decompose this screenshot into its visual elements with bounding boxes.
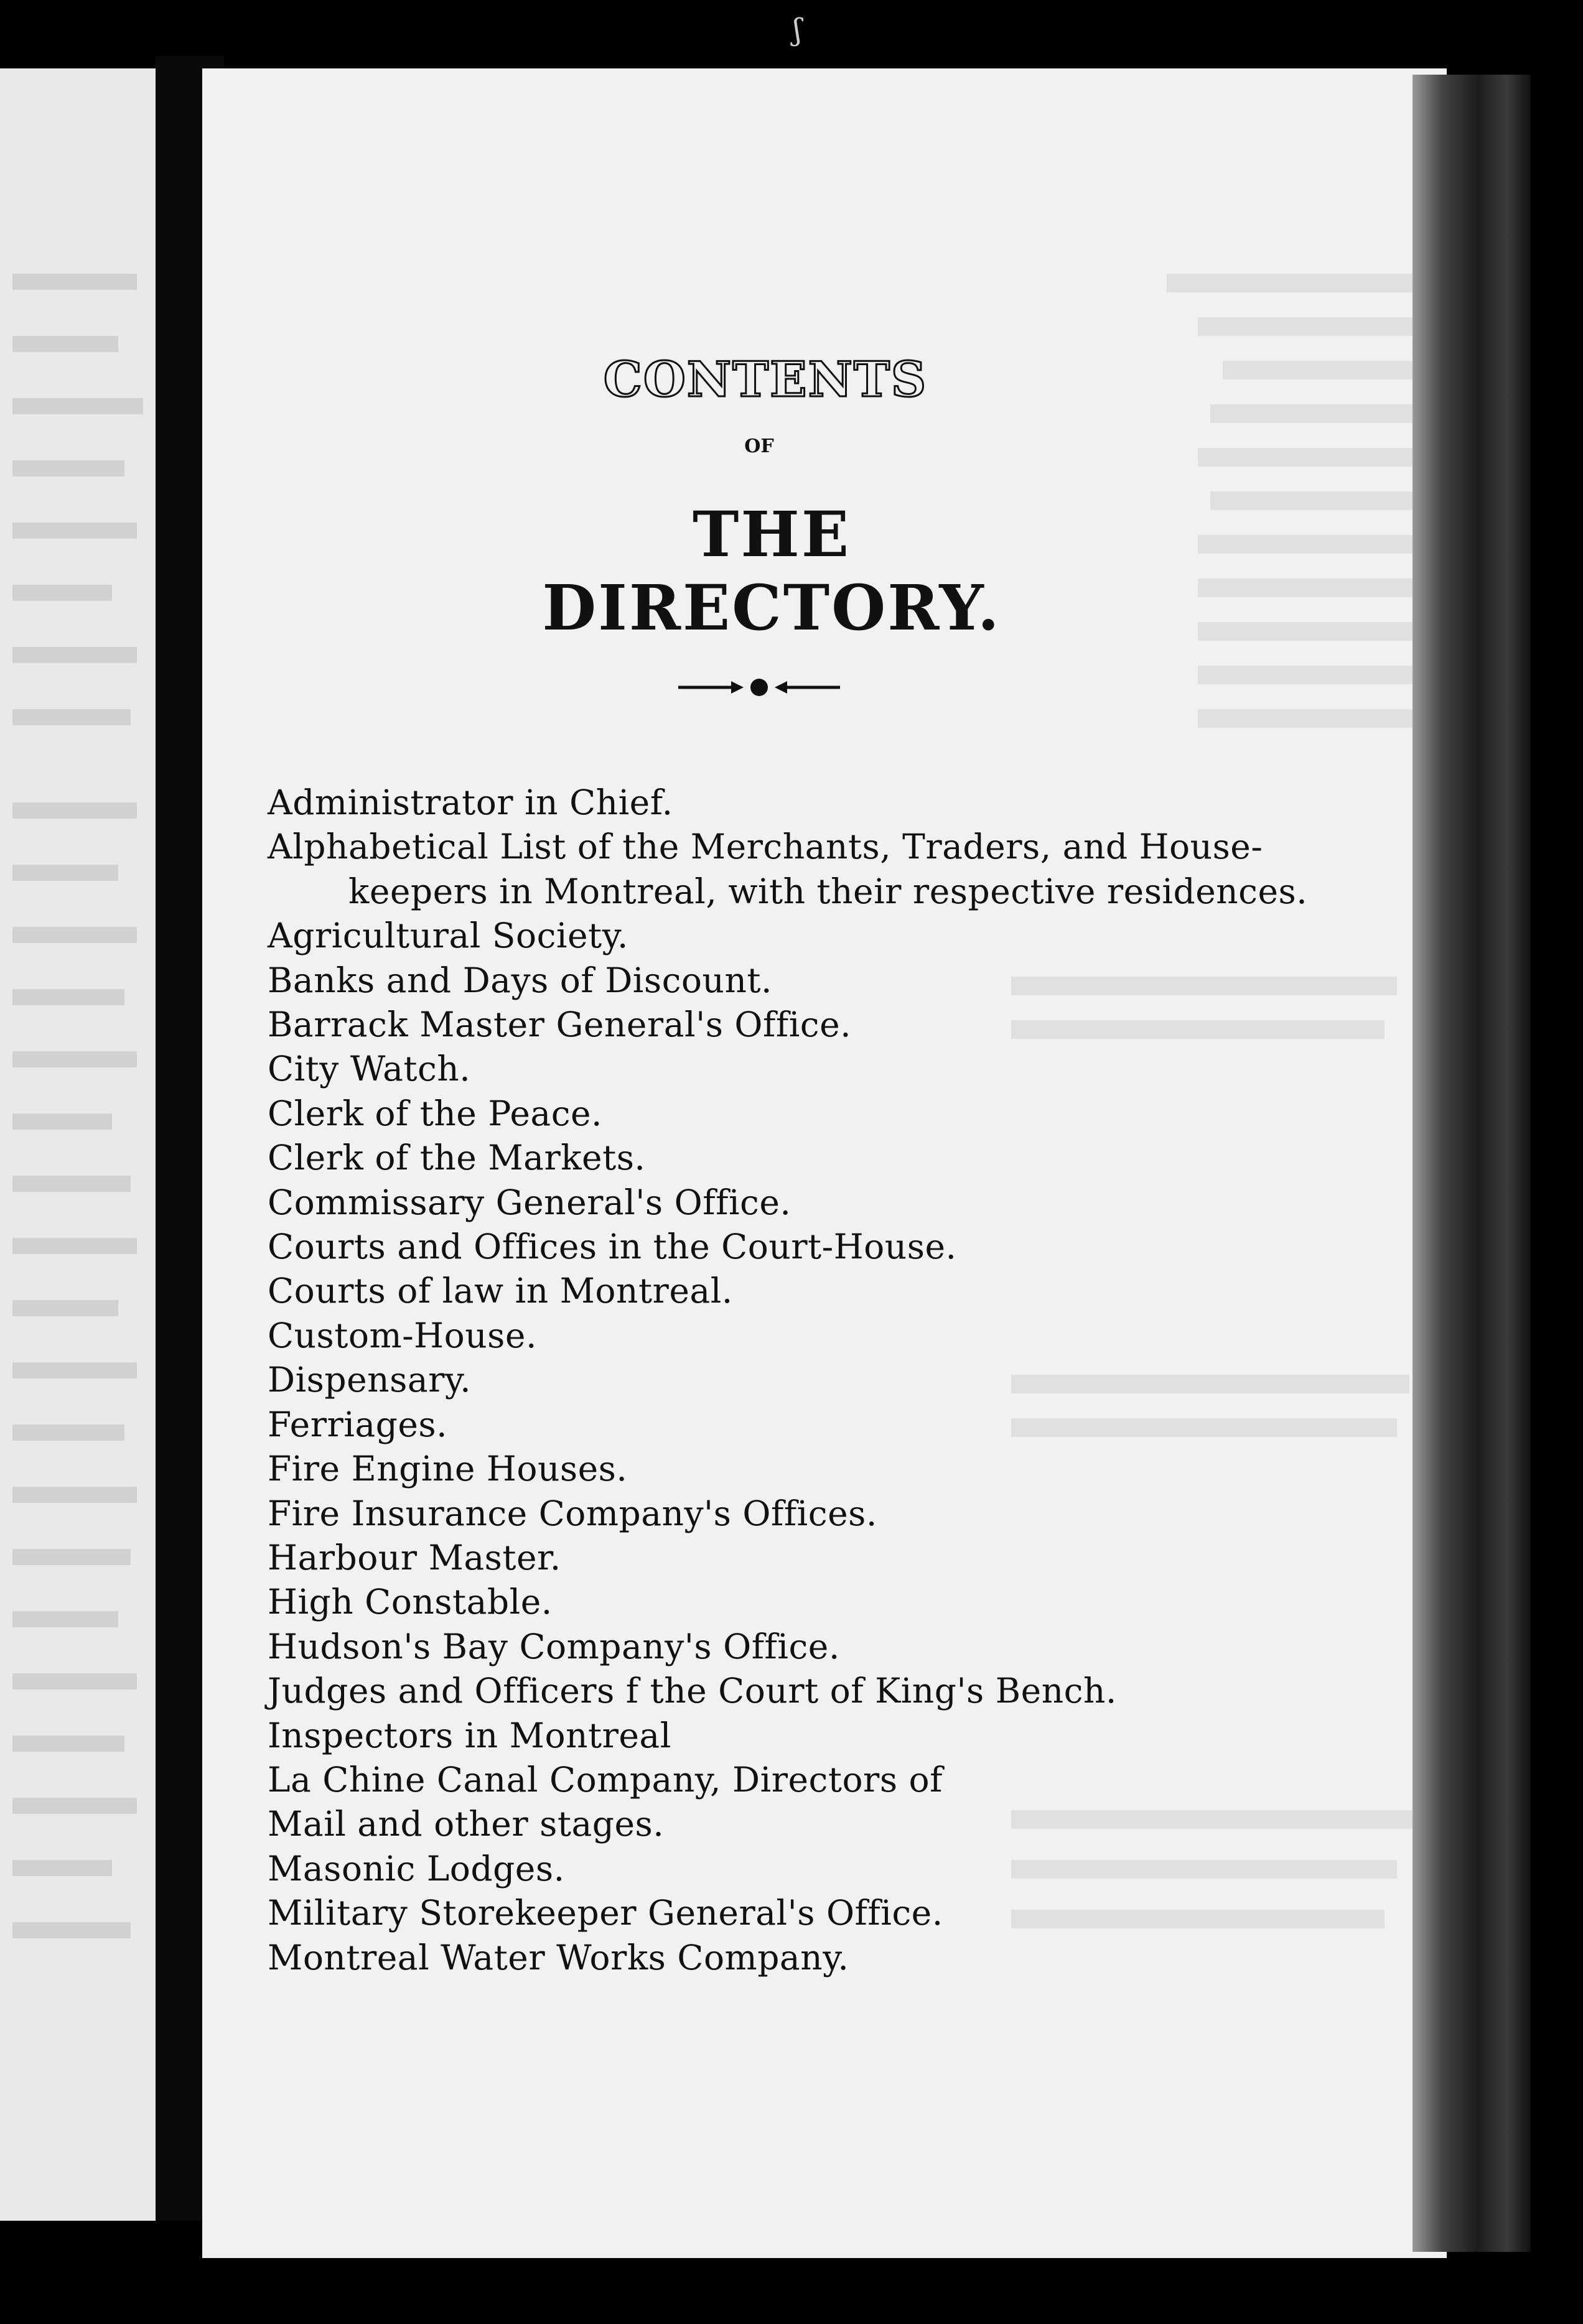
list-item: Banks and Days of Discount. [268,960,772,1000]
list-item: Fire Insurance Company's Offices. [268,1493,877,1533]
bleed-through-line [1198,666,1428,684]
list-item: Judges and Officers f the Court of King's Bench. [268,1671,1117,1711]
bleed-through-line [1198,622,1428,641]
heading-of: OF [744,435,774,457]
bleed-through-line [12,709,131,725]
list-item: Clerk of the Peace. [268,1093,603,1133]
list-item: Courts and Offices in the Court-House. [268,1227,957,1267]
bleed-through-line [12,1798,137,1814]
bleed-through-line [12,647,137,663]
bleed-through-line [12,1300,118,1316]
list-item: Hudson's Bay Company's Office. [268,1626,840,1666]
list-item: Agricultural Society. [268,916,628,956]
scan-mark: ʃ [793,12,802,47]
bleed-through-line [12,1487,137,1503]
bleed-through-line [12,1673,137,1690]
bleed-through-line [12,398,143,414]
page-edge-shadow [1413,75,1531,2252]
bleed-through-line [12,1860,112,1876]
bleed-through-line [12,1736,124,1752]
list-item: Dispensary. [268,1360,472,1400]
list-item: High Constable. [268,1582,553,1622]
contents-list [268,781,1313,1980]
list-item: Military Storekeeper General's Office. [268,1893,943,1933]
bleed-through-line [12,927,137,943]
list-item: Commissary General's Office. [268,1182,792,1222]
list-item: City Watch. [268,1049,471,1089]
list-item: Custom-House. [268,1315,537,1355]
list-item: Clerk of the Markets. [268,1138,646,1178]
bleed-through-line [12,585,112,601]
bleed-through-line [1198,579,1428,597]
bleed-through-line [12,1051,137,1067]
list-item: Harbour Master. [268,1537,561,1578]
bleed-through-line [12,1362,137,1378]
bleed-through-line [12,1238,137,1254]
bleed-through-line [1223,361,1428,379]
bleed-through-line [12,989,124,1005]
bleed-through-line [12,336,118,352]
bleed-through-line [12,274,137,290]
list-item: Administrator in Chief. [268,783,673,822]
bleed-through-line [12,802,137,819]
bleed-through-line [1198,535,1428,554]
bleed-through-line [12,865,118,881]
list-item: Ferriages. [268,1404,448,1444]
bleed-through-line [12,460,124,476]
bleed-through-line [12,1113,112,1130]
ornament-divider-icon [672,669,846,706]
bleed-through-line [1198,317,1428,336]
list-item: Alphabetical List of the Merchants, Traders, and House-keepers in Montreal, with their respective residences. [268,827,1308,911]
list-item: Mail and other stages. [268,1804,665,1844]
bleed-through-line [12,1176,131,1192]
bleed-through-line [12,1549,131,1565]
list-item: Fire Engine Houses. [268,1449,628,1489]
heading-contents: CONTENTS [603,351,928,408]
bleed-through-line [12,523,137,539]
list-item: Montreal Water Works Company. [268,1937,849,1978]
bleed-through-line [1210,404,1428,423]
bleed-through-line [1198,709,1428,728]
facing-page-fragment [0,68,156,2221]
bleed-through-line [12,1611,118,1627]
list-item: La Chine Canal Company, Directors of [268,1759,943,1800]
list-item: Barrack Master General's Office. [268,1005,852,1045]
bleed-through-line [1198,448,1428,467]
list-item: Inspectors in Montreal [268,1715,671,1755]
bleed-through-line [12,1922,131,1938]
list-item: Courts of law in Montreal. [268,1271,733,1311]
bleed-through-line [1167,274,1428,292]
bleed-through-line [1210,491,1428,510]
heading-directory: THE DIRECTORY. [542,498,1001,644]
bleed-through-line [12,1425,124,1441]
list-item: Masonic Lodges. [268,1848,565,1889]
